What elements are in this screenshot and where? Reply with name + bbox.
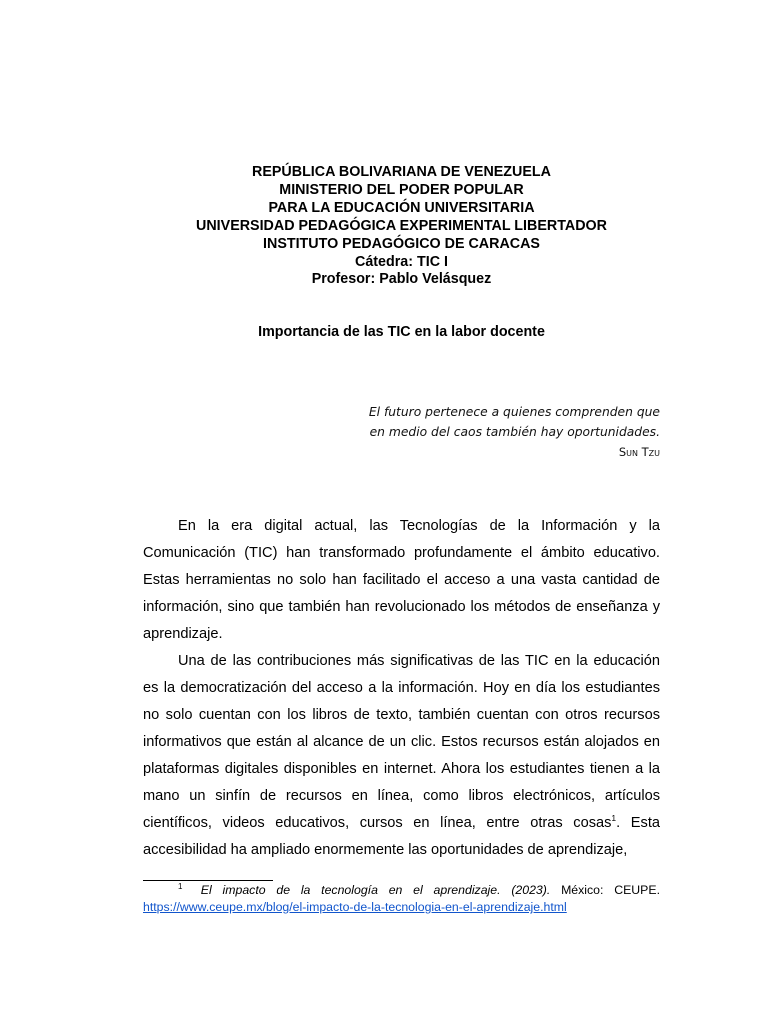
footnote-title: El impacto de la tecnología en el aprendizaje. (2023).: [200, 883, 551, 897]
epigraph-author: Sun Tzu: [618, 445, 660, 459]
document-title: Importancia de las TIC en la labor docente: [258, 324, 545, 340]
footnote: 1 El impacto de la tecnología en el aprendizaje. (2023). México: CEUPE. https://www.ceupe.mx/blog/el-impacto-de-la-tecnologia-en-el-aprendizaje.html: [143, 881, 661, 914]
epigraph: [369, 402, 660, 462]
footnote-source: México: CEUPE.: [550, 883, 661, 897]
footnote-link[interactable]: https://www.ceupe.mx/blog/el-impacto-de-la-tecnologia-en-el-aprendizaje.html: [143, 900, 567, 914]
header-line-course: Cátedra: TIC I: [355, 253, 448, 270]
paragraph-2-text: Una de las contribuciones más significativas de las TIC en la educación es la democratización del acceso a la información. Hoy en día los estudiantes no solo cuentan con los libros de texto, también cuentan con otros recursos informativos que están al alcance de un clic. Estos recursos están alojados en plataformas digitales disponibles en internet. Ahora los estudiantes tienen a la mano un sinfín de recursos en línea, como libros electrónicos, artículos científicos, videos educativos, cursos en línea, entre otras cosas: [143, 653, 660, 831]
body-text: [143, 513, 660, 864]
institution-header: [143, 164, 660, 289]
header-line-ministry-scope: PARA LA EDUCACIÓN UNIVERSITARIA: [268, 199, 535, 216]
epigraph-line-1: El futuro pertenece a quienes comprenden que: [368, 405, 660, 419]
footnote-separator: [143, 880, 273, 881]
footnote-reference[interactable]: 1: [611, 813, 617, 824]
paragraph-2: [143, 648, 660, 864]
paragraph-2-continuation: . Esta accesibilidad ha ampliado enormemente las oportunidades de aprendizaje,: [143, 815, 661, 858]
paragraph-1: En la era digital actual, las Tecnologías de la Información y la Comunicación (TIC) han transformado profundamente el ámbito educativo. Estas herramientas no solo han facilitado el acceso a una vasta cantidad de información, sino que también han revolucionado los métodos de enseñanza y aprendizaje.: [143, 518, 660, 642]
header-line-country: REPÚBLICA BOLIVARIANA DE VENEZUELA: [252, 164, 551, 180]
header-line-ministry: MINISTERIO DEL PODER POPULAR: [279, 181, 524, 198]
header-line-professor: Profesor: Pablo Velásquez: [311, 271, 492, 288]
header-line-institute: INSTITUTO PEDAGÓGICO DE CARACAS: [263, 235, 540, 252]
header-line-university: UNIVERSIDAD PEDAGÓGICA EXPERIMENTAL LIBERTADOR: [196, 217, 607, 234]
epigraph-line-2: en medio del caos también hay oportunidades.: [369, 425, 660, 439]
